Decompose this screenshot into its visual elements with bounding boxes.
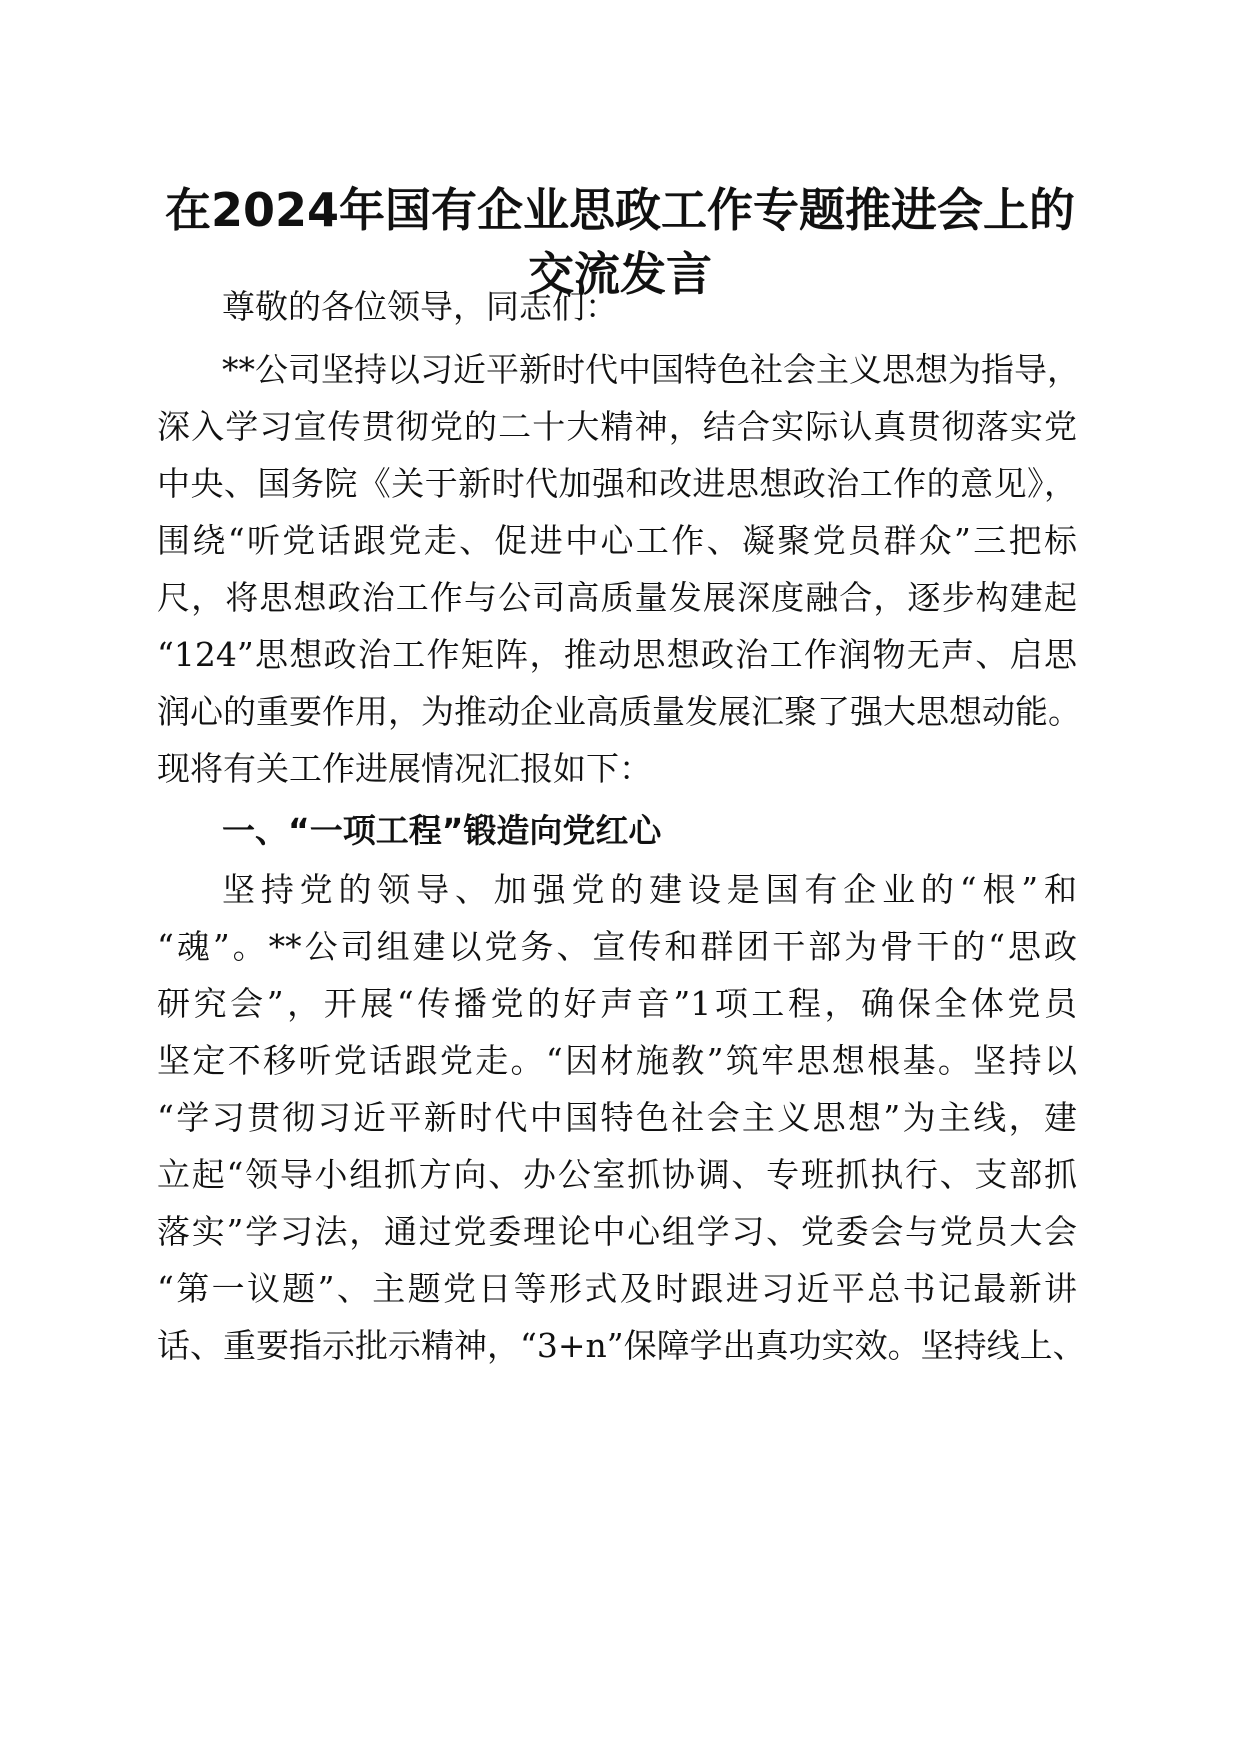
intro-line: 深入学习宣传贯彻党的二十大精神，结合实际认真贯彻落实党 — [157, 407, 1077, 446]
body-line: 落实”学习法，通过党委理论中心组学习、党委会与党员大会 — [157, 1212, 1077, 1251]
body-line: “魂”。**公司组建以党务、宣传和群团干部为骨干的“思政 — [157, 927, 1077, 966]
body-line: 话、重要指示批示精神，“3+n”保障学出真功实效。坚持线上、 — [157, 1326, 1086, 1365]
intro-line: 中央、国务院《关于新时代加强和改进思想政治工作的意见》， — [157, 464, 1077, 503]
body-line: 研究会”，开展“传播党的好声音”1项工程，确保全体党员 — [157, 984, 1077, 1023]
salutation: 尊敬的各位领导，同志们： — [222, 287, 618, 326]
section-heading: 一、“一项工程”锻造向党红心 — [222, 811, 662, 850]
intro-line: 现将有关工作进展情况汇报如下： — [157, 749, 652, 788]
document-title-line-2: 交流发言 — [528, 247, 712, 301]
document-title-line-1: 在2024年国有企业思政工作专题推进会上的 — [164, 183, 1076, 237]
body-line: 坚持党的领导、加强党的建设是国有企业的“根”和 — [222, 870, 1077, 909]
intro-line: 润心的重要作用，为推动企业高质量发展汇聚了强大思想动能。 — [157, 692, 1081, 731]
body-line: 坚定不移听党话跟党走。“因材施教”筑牢思想根基。坚持以 — [157, 1041, 1077, 1080]
intro-line: 围绕“听党话跟党走、促进中心工作、凝聚党员群众”三把标 — [157, 521, 1077, 560]
intro-line: 尺，将思想政治工作与公司高质量发展深度融合，逐步构建起 — [157, 578, 1077, 617]
body-line: “学习贯彻习近平新时代中国特色社会主义思想”为主线，建 — [157, 1098, 1077, 1137]
body-line: “第一议题”、主题党日等形式及时跟进习近平总书记最新讲 — [157, 1269, 1077, 1308]
body-line: 立起“领导小组抓方向、办公室抓协调、专班抓执行、支部抓 — [157, 1155, 1077, 1194]
intro-line: **公司坚持以习近平新时代中国特色社会主义思想为指导， — [222, 350, 1080, 389]
intro-line: “124”思想政治工作矩阵，推动思想政治工作润物无声、启思 — [157, 635, 1077, 674]
